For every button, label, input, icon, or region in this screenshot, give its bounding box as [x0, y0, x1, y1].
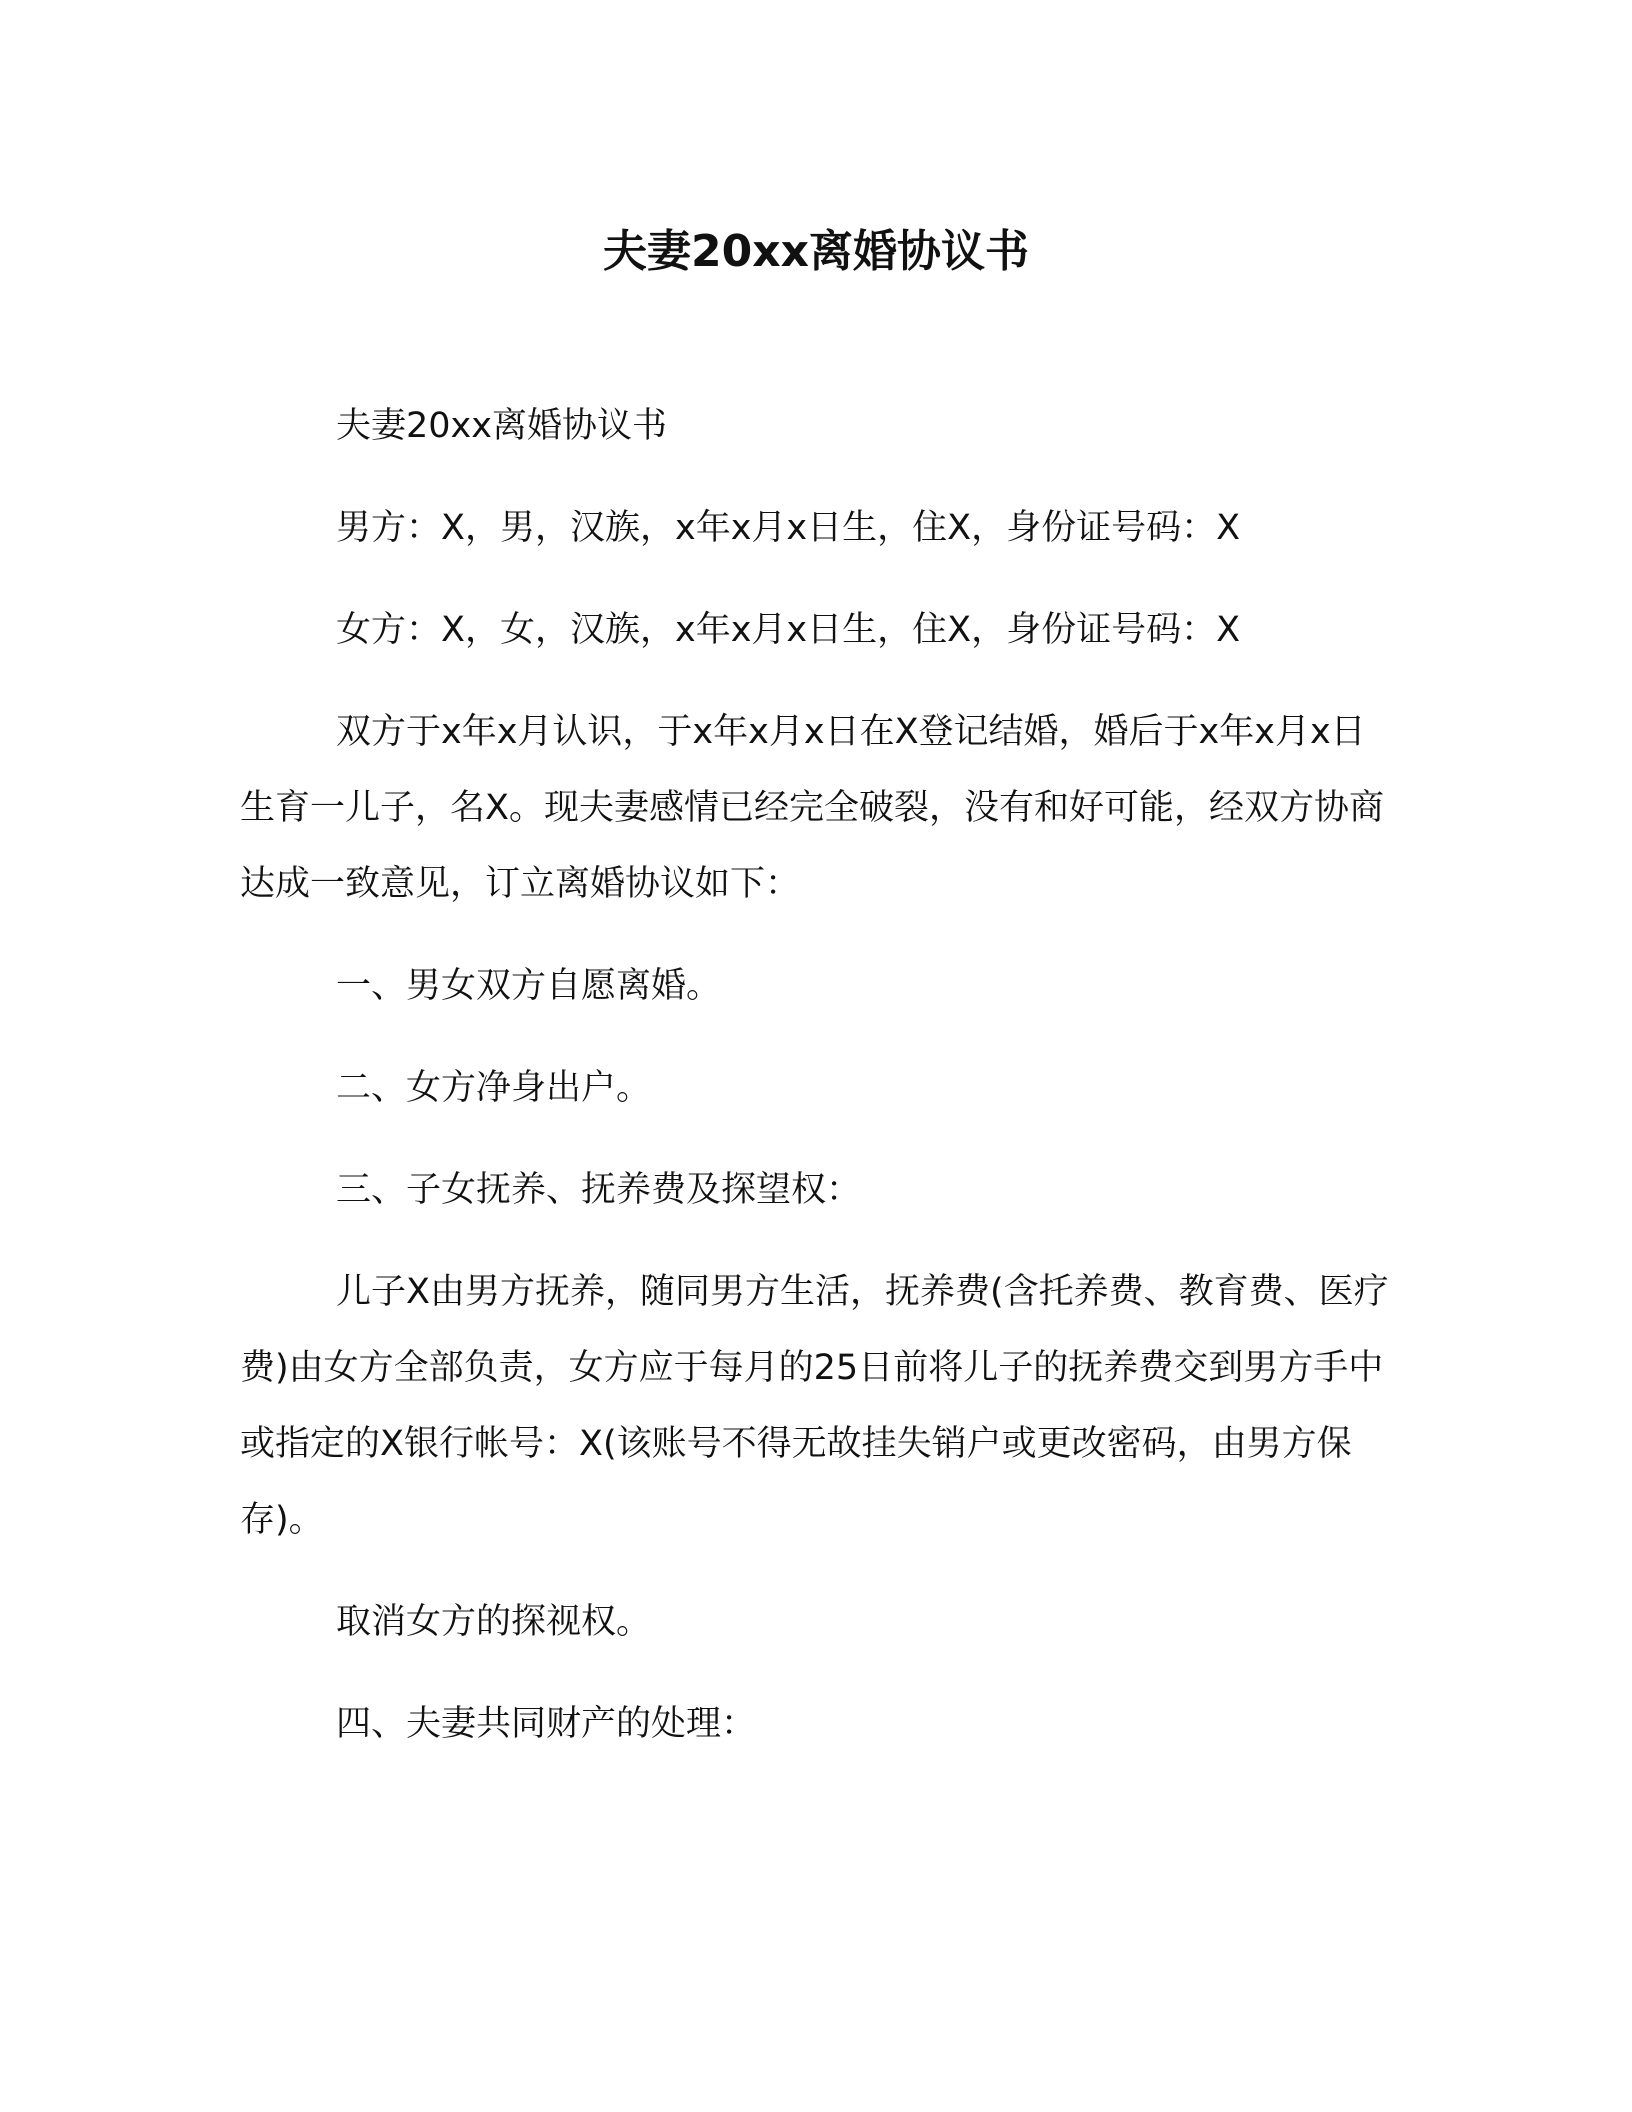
- paragraph-clause-2: 二、女方净身出户。: [336, 1068, 652, 1108]
- paragraph-clause-4: 四、夫妻共同财产的处理：: [336, 1704, 757, 1744]
- paragraph-clause-1: 一、男女双方自愿离婚。: [336, 966, 722, 1006]
- document-body: [240, 388, 1390, 1788]
- paragraph-female-party: 女方：X，女，汉族，x年x月x日生，住X，身份证号码：X: [336, 610, 1241, 650]
- paragraph-male-party: 男方：X，男，汉族，x年x月x日生，住X，身份证号码：X: [336, 508, 1241, 548]
- paragraph-visitation: 取消女方的探视权。: [336, 1602, 652, 1642]
- paragraph-clause-3: 三、子女抚养、抚养费及探望权：: [336, 1170, 862, 1210]
- paragraph-background: 双方于x年x月认识，于x年x月x日在X登记结婚，婚后于x年x月x日生育一儿子，名X。现夫妻感情已经完全破裂，没有和好可能，经双方协商达成一致意见，订立离婚协议如下：: [240, 712, 1384, 904]
- paragraph-subtitle: 夫妻20xx离婚协议书: [336, 406, 667, 446]
- document-title: 夫妻20xx离婚协议书: [603, 226, 1029, 277]
- paragraph-child-support: 儿子X由男方抚养，随同男方生活，抚养费(含托养费、教育费、医疗费)由女方全部负责，女方应于每月的25日前将儿子的抚养费交到男方手中或指定的X银行帐号：X(该账号不得无故挂失销户或更改密码，由男方保存)。: [240, 1272, 1389, 1540]
